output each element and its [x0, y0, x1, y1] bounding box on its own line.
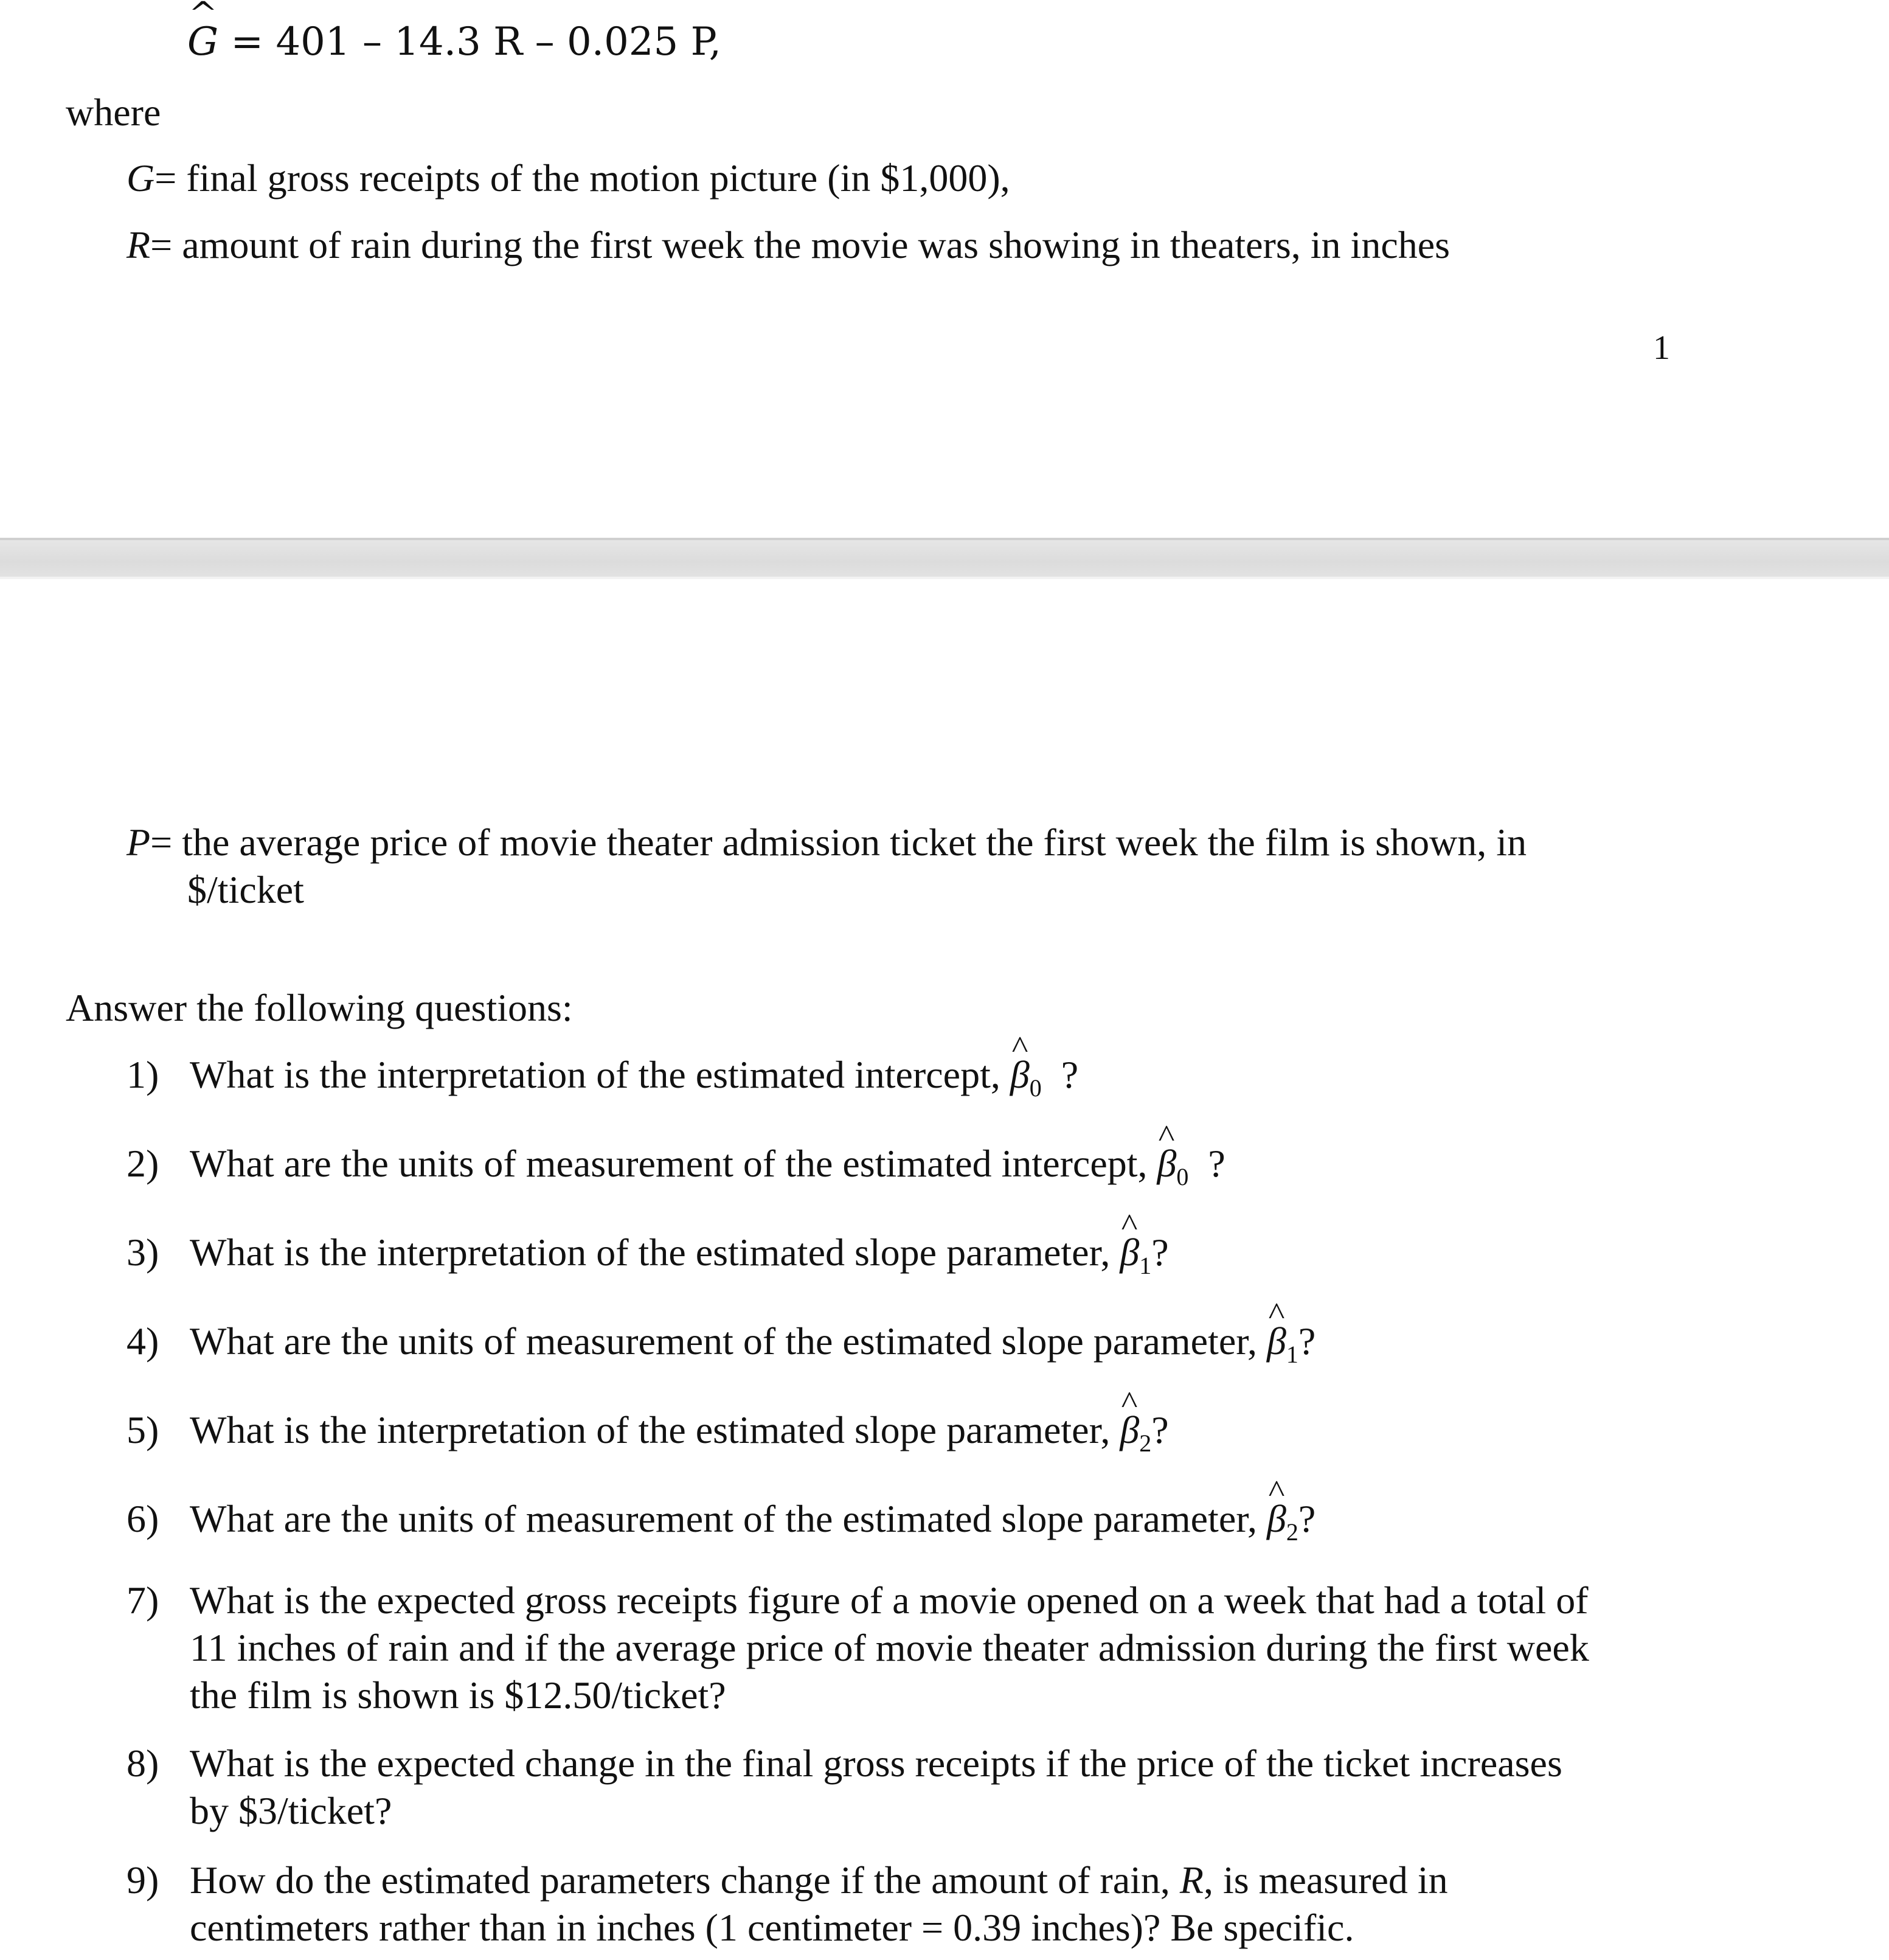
beta-hat-symbol: ^ β	[1120, 1229, 1139, 1276]
definition-r: R= amount of rain during the first week the movie was showing in theaters, in inches	[127, 223, 1451, 266]
g-hat-symbol: ^ G	[187, 18, 218, 66]
definition-p: P= the average price of movie theater admission ticket the first week the film is shown, in	[127, 821, 1527, 864]
question-9: 9) How do the estimated parameters change if the amount of rain, R, is measured in centimeters rather than in inches (1 centimeter = 0.39 inches)? Be specific.	[127, 1858, 1448, 1949]
page-break-divider	[0, 538, 1889, 579]
question-7: 7) What is the expected gross receipts figure of a movie opened on a week that had a total of 11 inches of rain and if the average price of movie theater admission during the first week the film is shown is $12.50/ticket?	[127, 1579, 1589, 1717]
equation-rhs: = 401 – 14.3 R – 0.025 P,	[230, 19, 721, 64]
definition-p-continued: $/ticket	[187, 868, 304, 911]
where-label: where	[66, 91, 161, 134]
question-8: 8) What is the expected change in the final gross receipts if the price of the ticket increases by $3/ticket?	[127, 1742, 1562, 1832]
beta-hat-symbol: ^ β	[1010, 1051, 1030, 1099]
beta-hat-symbol: ^ β	[1267, 1318, 1286, 1365]
questions-prompt: Answer the following questions:	[66, 986, 573, 1029]
definition-g: G= final gross receipts of the motion picture (in $1,000),	[127, 156, 1010, 200]
beta-hat-symbol: ^ β	[1267, 1495, 1286, 1543]
beta-hat-symbol: ^ β	[1157, 1140, 1177, 1187]
page-number: 1	[1653, 329, 1670, 367]
beta-hat-symbol: ^ β	[1120, 1406, 1139, 1454]
regression-equation	[187, 18, 721, 66]
